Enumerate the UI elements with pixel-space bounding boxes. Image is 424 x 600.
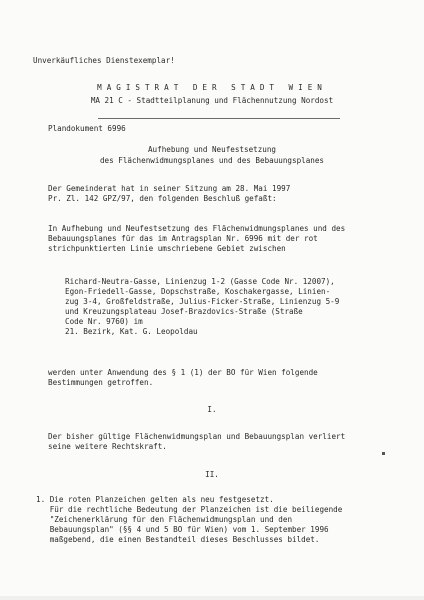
area-paragraph: In Aufhebung und Neufestsetzung des Flächenwidmungsplanes und des Bebauungsplanes für das im Antragsplan Nr. 6996 mit der rot strichpunktierten Linie umschriebene Gebiet zwischen bbox=[48, 224, 346, 253]
margin-mark bbox=[382, 452, 385, 455]
section-1-heading: I. bbox=[207, 405, 217, 414]
magistrat-heading: MAGISTRAT DER STADT WIEN bbox=[97, 83, 327, 92]
department-heading: MA 21 C - Stadtteilplanung und Flächennutzung Nordost bbox=[90, 96, 334, 105]
section-1-text: Der bisher gültige Flächenwidmungsplan und Bebauungsplan verliert seine weitere Rechtskraft. bbox=[48, 432, 346, 451]
plandokument-number: Plandokument 6996 bbox=[48, 124, 126, 133]
header-rule bbox=[98, 118, 340, 119]
title-line-1: Aufhebung und Neufestsetzung bbox=[147, 145, 276, 154]
section-2-item-1: 1. Die roten Planzeichen gelten als neu festgesetzt. Für die rechtliche Bedeutung der Planzeichen ist die beiliegende "Zeichenerklärung für den Flächenwidmungsplan und den Bebauungsplan" (§§ 4 und 5 BO für Wien) vom 1. September 1996 maßgebend, die einen Bestandteil dieses Beschlusses bildet. bbox=[36, 495, 343, 544]
provisions-paragraph: werden unter Anwendung des § 1 (1) der BO für Wien folgende Bestimmungen getroffen. bbox=[48, 368, 318, 387]
section-2-heading: II. bbox=[205, 470, 219, 479]
title-line-2: des Flächenwidmungsplanes und des Bebauungsplanes bbox=[99, 156, 325, 165]
stamp-text: Unverkäufliches Dienstexemplar! bbox=[33, 56, 175, 65]
intro-paragraph: Der Gemeinderat hat in seiner Sitzung am 28. Mai 1997 Pr. Zl. 142 GPZ/97, den folgenden Beschluß gefaßt: bbox=[48, 184, 291, 203]
street-list: Richard-Neutra-Gasse, Linienzug 1-2 (Gasse Code Nr. 12007), Egon-Friedell-Gasse, Dopschstraße, Koschakergasse, Linien- zug 3-4, Großfeldstraße, Julius-Ficker-Straße, Linienzug 5-9 und Kreuzungsplateau Josef-Brazdovics-Straße (Straße Code Nr. 9760) im 21. Bezirk, Kat. G. Leopoldau bbox=[65, 277, 340, 336]
page-bottom-edge bbox=[0, 596, 424, 600]
